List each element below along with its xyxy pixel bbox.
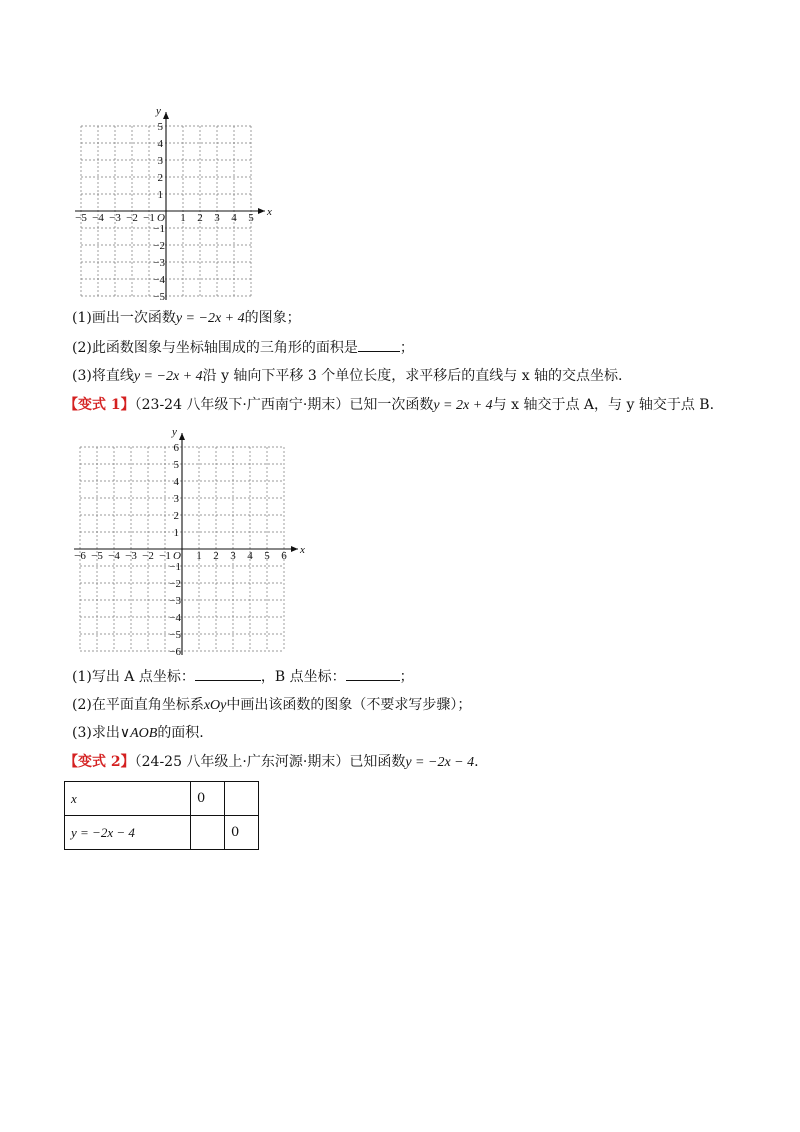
question-1-part-2: (2)此函数图象与坐标轴围成的三角形的面积是 ； xyxy=(72,337,414,358)
x-axis-arrow-icon xyxy=(258,208,265,214)
question-1-part-3: (3)将直线y = −2x + 4沿 y 轴向下平移 3 个单位长度，求平移后的直线与 x 轴的交点坐标. xyxy=(72,368,623,384)
origin-label: O xyxy=(173,550,181,562)
table-cell: x xyxy=(65,782,191,816)
answer-blank-b[interactable] xyxy=(346,666,400,681)
answer-blank[interactable] xyxy=(358,337,400,352)
x-tick-label: −4 xyxy=(108,550,120,562)
question-2-part-2: (2)在平面直角坐标系xOy中画出该函数的图象（不要求写步骤）； xyxy=(72,697,472,713)
x-tick-label: −1 xyxy=(143,212,155,224)
table-row xyxy=(65,816,259,850)
origin-label: O xyxy=(157,212,165,224)
y-tick-label: −2 xyxy=(169,578,181,590)
x-tick-label: −5 xyxy=(91,550,103,562)
y-tick-label: −4 xyxy=(153,274,165,286)
y-tick-label: 4 xyxy=(157,138,163,150)
x-tick-label: −4 xyxy=(92,212,104,224)
y-tick-label: 1 xyxy=(157,189,163,201)
y-tick-label: 3 xyxy=(173,493,179,505)
y-tick-label: 3 xyxy=(157,155,163,167)
y-tick-label: −5 xyxy=(169,629,181,641)
y-tick-label: −6 xyxy=(169,646,181,658)
y-tick-label: 2 xyxy=(157,172,163,184)
y-tick-label: −1 xyxy=(169,561,181,573)
y-axis-arrow-icon xyxy=(163,112,169,119)
x-tick-label: −3 xyxy=(109,212,121,224)
y-axis-label: y xyxy=(172,426,177,438)
table-cell: 0 xyxy=(191,782,225,816)
x-tick-label: 4 xyxy=(247,550,253,562)
x-axis-label: x xyxy=(300,544,305,556)
y-tick-label: 5 xyxy=(173,459,179,471)
y-tick-label: −5 xyxy=(153,291,165,303)
y-tick-label: −2 xyxy=(153,240,165,252)
y-tick-label: −4 xyxy=(169,612,181,624)
x-tick-label: 6 xyxy=(281,550,287,562)
x-tick-label: −6 xyxy=(74,550,86,562)
x-tick-label: 2 xyxy=(197,212,203,224)
x-tick-label: −3 xyxy=(125,550,137,562)
y-tick-label: −3 xyxy=(169,595,181,607)
question-1-part-1: (1)画出一次函数y = −2x + 4的图象； xyxy=(72,310,301,326)
question-2-part-3: (3)求出∨AOB的面积. xyxy=(72,725,204,741)
x-tick-label: 1 xyxy=(196,550,202,562)
x-axis-arrow-icon xyxy=(291,546,298,552)
x-tick-label: 4 xyxy=(231,212,237,224)
table-cell[interactable] xyxy=(191,816,225,850)
answer-blank-a[interactable] xyxy=(195,666,261,681)
y-tick-label: 5 xyxy=(157,121,163,133)
question-2-part-1: (1)写出 A 点坐标： ，B 点坐标： ； xyxy=(72,666,414,687)
table-row xyxy=(65,782,259,816)
y-tick-label: 1 xyxy=(173,527,179,539)
x-tick-label: 3 xyxy=(214,212,220,224)
table-cell: 0 xyxy=(225,816,259,850)
x-axis-label: x xyxy=(267,206,272,218)
x-tick-label: −2 xyxy=(126,212,138,224)
coordinate-grid-2 xyxy=(68,420,308,658)
y-tick-label: −3 xyxy=(153,257,165,269)
table-cell[interactable] xyxy=(225,782,259,816)
x-tick-label: 5 xyxy=(264,550,270,562)
y-tick-label: 6 xyxy=(173,442,179,454)
y-axis-arrow-icon xyxy=(179,433,185,440)
y-axis-label: y xyxy=(156,105,161,117)
y-tick-label: −1 xyxy=(153,223,165,235)
variant-1-heading: 【变式 1】（23-24 八年级下·广西南宁·期末）已知一次函数y = 2x + 4与 x 轴交于点 A，与 y 轴交于点 B. xyxy=(64,397,715,413)
table-cell: y = −2x − 4 xyxy=(65,816,191,850)
variant-2-heading: 【变式 2】（24-25 八年级上·广东河源·期末）已知函数y = −2x − 4. xyxy=(64,754,479,770)
coordinate-grid-1 xyxy=(60,92,290,302)
x-tick-label: −2 xyxy=(142,550,154,562)
value-table xyxy=(64,781,259,850)
x-tick-label: 2 xyxy=(213,550,219,562)
x-tick-label: 1 xyxy=(180,212,186,224)
x-tick-label: 3 xyxy=(230,550,236,562)
x-tick-label: −5 xyxy=(75,212,87,224)
x-tick-label: −1 xyxy=(159,550,171,562)
x-tick-label: 5 xyxy=(248,212,254,224)
y-tick-label: 2 xyxy=(173,510,179,522)
y-tick-label: 4 xyxy=(173,476,179,488)
